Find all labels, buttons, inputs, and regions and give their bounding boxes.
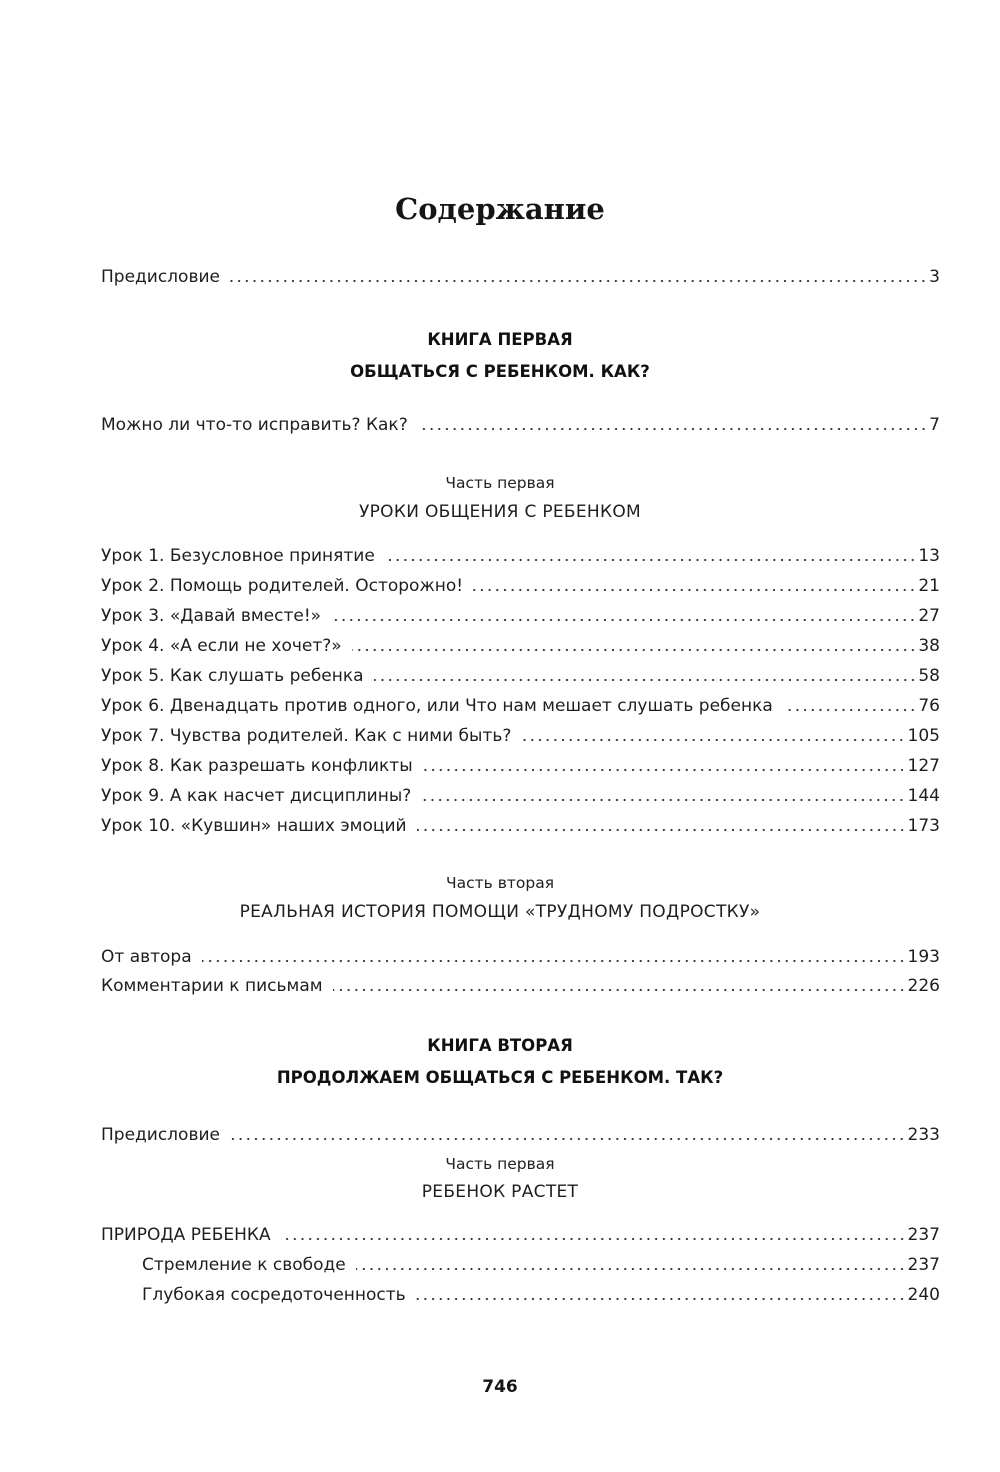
book-two-title: КНИГА ВТОРАЯ	[427, 1036, 573, 1055]
dot-leader	[783, 708, 917, 712]
toc-entry-label: Комментарии к письмам	[101, 976, 323, 996]
toc-entry-page: 127	[907, 756, 940, 776]
toc-entry	[101, 815, 940, 837]
toc-entry-label: Урок 2. Помощь родителей. Осторожно!	[101, 576, 464, 596]
dot-leader	[230, 1137, 906, 1141]
toc-entry-page: 13	[918, 546, 940, 566]
toc-entry-page: 27	[918, 606, 940, 626]
toc-entry-label: Урок 4. «А если не хочет?»	[101, 636, 342, 656]
book-one-title: КНИГА ПЕРВАЯ	[427, 330, 573, 349]
toc-entry-label: Урок 7. Чувства родителей. Как с ними быть?	[101, 726, 512, 746]
book-one-subtitle: ОБЩАТЬСЯ С РЕБЕНКОМ. КАК?	[350, 362, 650, 381]
toc-entry	[101, 1224, 940, 1246]
dot-leader	[356, 1267, 906, 1271]
part-label: Часть вторая	[445, 874, 555, 892]
toc-entry-page: 58	[918, 666, 940, 686]
dot-leader	[417, 828, 906, 832]
toc-entry-label: ПРИРОДА РЕБЕНКА	[101, 1225, 271, 1245]
toc-entry-label: Стремление к свободе	[142, 1255, 346, 1275]
toc-entry	[101, 946, 940, 968]
toc-entry-preface	[101, 266, 940, 288]
toc-entry-page: 193	[907, 947, 940, 967]
toc-entry-label: Можно ли что-то исправить? Как?	[101, 415, 408, 435]
part-title: РЕБЕНОК РАСТЕТ	[421, 1182, 579, 1202]
dot-leader	[333, 988, 906, 992]
dot-leader	[374, 678, 917, 682]
dot-leader	[230, 279, 927, 283]
toc-entry	[101, 635, 940, 657]
part-title: УРОКИ ОБЩЕНИЯ С РЕБЕНКОМ	[358, 502, 642, 522]
toc-entry-label: Урок 10. «Кувшин» наших эмоций	[101, 816, 407, 836]
toc-entry-label: Урок 8. Как разрешать конфликты	[101, 756, 413, 776]
toc-entry-sub	[142, 1284, 940, 1306]
dot-leader	[331, 618, 916, 622]
book-two-heading	[0, 1030, 1000, 1094]
dot-leader	[473, 588, 916, 592]
dot-leader	[352, 648, 917, 652]
toc-entry-label: Урок 3. «Давай вместе!»	[101, 606, 322, 626]
toc-entry	[101, 665, 940, 687]
part-label: Часть первая	[445, 474, 555, 492]
page-number: 746	[482, 1377, 518, 1397]
toc-entry-page: 38	[918, 636, 940, 656]
toc-entry-intro	[101, 414, 940, 436]
toc-entry-label: Предисловие	[101, 1125, 220, 1145]
toc-entry-page: 105	[907, 726, 940, 746]
toc-entry	[101, 785, 940, 807]
dot-leader	[202, 959, 906, 963]
toc-entry-label: Урок 6. Двенадцать против одного, или Что нам мешает слушать ребенка	[101, 696, 773, 716]
dot-leader	[418, 427, 927, 431]
part-title: РЕАЛЬНАЯ ИСТОРИЯ ПОМОЩИ «ТРУДНОМУ ПОДРОСТКУ»	[239, 902, 761, 922]
dot-leader	[521, 738, 905, 742]
toc-entry-page: 237	[907, 1255, 940, 1275]
book-one-heading	[0, 324, 1000, 388]
toc-entry-page: 240	[907, 1285, 940, 1305]
toc-entry-sub	[142, 1254, 940, 1276]
toc-entry-page: 226	[907, 976, 940, 996]
toc-entry-label: Предисловие	[101, 267, 220, 287]
book-two-subtitle: ПРОДОЛЖАЕМ ОБЩАТЬСЯ С РЕБЕНКОМ. ТАК?	[276, 1068, 724, 1087]
dot-leader	[385, 558, 917, 562]
dot-leader	[423, 768, 906, 772]
toc-entry-page: 233	[907, 1125, 940, 1145]
toc-entry-label: От автора	[101, 947, 192, 967]
toc-entry	[101, 605, 940, 627]
toc-entry	[101, 725, 940, 747]
part-label: Часть первая	[445, 1155, 555, 1173]
toc-entry-page: 76	[918, 696, 940, 716]
toc-entry-page: 144	[907, 786, 940, 806]
toc-entry	[101, 695, 940, 717]
toc-entry-label: Урок 1. Безусловное принятие	[101, 546, 375, 566]
toc-entry-page: 237	[907, 1225, 940, 1245]
dot-leader	[416, 1297, 906, 1301]
page-title: Содержание	[395, 192, 605, 226]
dot-leader	[281, 1237, 906, 1241]
toc-entry	[101, 975, 940, 997]
toc-entry-label: Глубокая сосредоточенность	[142, 1285, 406, 1305]
toc-entry-label: Урок 5. Как слушать ребенка	[101, 666, 364, 686]
toc-entry	[101, 545, 940, 567]
toc-entry	[101, 755, 940, 777]
toc-entry	[101, 575, 940, 597]
toc-entry-page: 3	[929, 267, 940, 287]
toc-entry-preface-two	[101, 1124, 940, 1146]
toc-entry-page: 7	[929, 415, 940, 435]
dot-leader	[421, 798, 905, 802]
toc-entry-page: 21	[918, 576, 940, 596]
toc-entry-page: 173	[907, 816, 940, 836]
toc-entry-label: Урок 9. А как насчет дисциплины?	[101, 786, 412, 806]
